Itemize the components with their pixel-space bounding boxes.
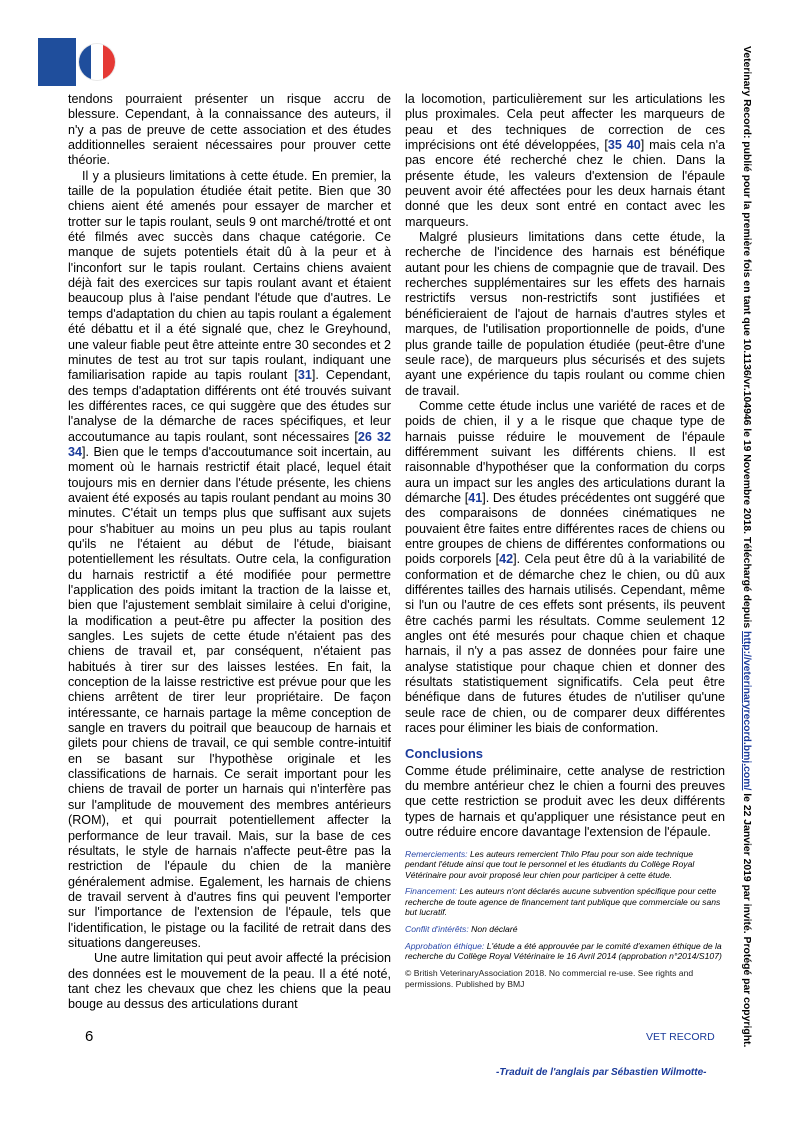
- left-column: [68, 92, 391, 1013]
- copyright-note: © British VeterinaryAssociation 2018. No commercial re-use. See rights and permissions. Published by BMJ: [405, 967, 694, 989]
- journal-name: VET RECORD: [646, 1031, 715, 1043]
- reference-link[interactable]: 35 40: [607, 138, 641, 153]
- acknowledgements-note: Remerciements: Les auteurs remercient Thilo Pfau pour son aide technique pendant l'étude ainsi que tout le personnel et les étudiants du Collège Royal Vétérinaire pour avoir proposé leur chien pour participer à cette étude.: [405, 848, 695, 880]
- page-number: 6: [85, 1028, 94, 1045]
- ethics-note: Approbation éthique: L'étude a été approuvée par le comité d'examen éthique de la recherche du Collège Royal Vétérinaire le 16 Avril 2014 (approbation n°2014/S107): [405, 940, 722, 962]
- french-flag-icon: [79, 44, 115, 80]
- paragraph: Comme cette étude inclus une variété de races et de poids de chien, il y a le risque que chaque type de harnais puisse réduire le mouvement de l'épaule différemment suivant les différents chiens. Il est raisonnable d'hypothéser que la conformation du corps aura un impact sur les angles des articulations durant la démarche [41]. Des études précédentes ont suggéré que des comparaisons de données cinématiques ne pouvaient être faites entre différentes races de chiens ou entre groupes de chiens de différentes conformations ou poids corporels [42]. Cela peut être dû à la variabilité de conformation et de démarche chez le chien, ou dû aux différentes tailles des harnais utilisés. Cependant, même si l'un ou l'autre de ces effets sont présents, ils peuvent être cachés parmi les résultats. Comme seulement 12 angles ont été mesurés pour chaque chien et chaque harnais, il n'y a pas assez de données pour faire une analyse statistique pour chaque chien et donner des résultats statistiquement significatifs. Cela peut être bénéfique dans de futures études de n'utiliser qu'une seule race de chien, ou de comparer deux différentes races pour éliminer les biais de conformation.: [405, 398, 726, 736]
- paragraph: la locomotion, particulièrement sur les articulations les plus proximales. Cela peut affecter les marqueurs de peau et des techniques de correction de ces imprécisions ont été développées, [35 40] mais cela n'a pas encore été recherché chez le chien. Dans la présente étude, les valeurs d'extension de l'épaule peuvent avoir été affectées pour les deux harnais étant donné que les deux sont entré en contact avec les marqueurs.: [405, 92, 726, 229]
- blue-corner-block: [38, 38, 76, 86]
- reference-link[interactable]: 26 32 34: [68, 429, 391, 459]
- right-column: [405, 92, 725, 996]
- article-notes: [405, 849, 725, 990]
- translator-credit: -Traduit de l'anglais par Sébastien Wilmotte-: [496, 1067, 707, 1078]
- conflict-note: Conflit d'intérêts: Non déclaré: [405, 924, 518, 935]
- paragraph: Une autre limitation qui peut avoir affecté la précision des données est le mouvement de la peau. Il a été noté, tant chez les chevaux que chez les chiens que la peau bouge au dessus des articulations durant: [68, 951, 391, 1012]
- reference-link[interactable]: 31: [297, 368, 312, 383]
- journal-url-link[interactable]: http://veterinaryrecord.bmj.com/: [741, 631, 752, 791]
- reference-link[interactable]: 41: [468, 490, 483, 505]
- paragraph: Malgré plusieurs limitations dans cette étude, la recherche de l'incidence des harnais est bénéfique autant pour les chiens de compagnie que de travail. Des recherches supplémentaires sur les effets des harnais restrictifs versus non-restrictifs sont justifiées et bénéficieraient de l'ajout de harnais d'autres styles et marques, de l'utilisation proportionnelle de poids, d'une plus grande taille de population étudiée (peut-être d'une seule race), de marqueurs plus sécurisés et des sujets ayant une expérience du tapis roulant ou comme chien de travail.: [405, 230, 725, 398]
- reference-link[interactable]: 42: [499, 552, 514, 567]
- funding-note: Financement: Les auteurs n'ont déclarés aucune subvention spécifique pour cette recherche de toute agence de financement tant publique que commerciale ou sans but lucratif.: [405, 886, 721, 918]
- paragraph: tendons pourraient présenter un risque accru de blessure. Cependant, à la connaissance des auteurs, il n'y a pas de preuve de cette association et des études additionnelles seraient nécessaires pour prouver cette théorie.: [68, 92, 391, 168]
- conclusions-heading: Conclusions: [405, 746, 484, 762]
- conclusions-text: Comme étude préliminaire, cette analyse de restriction du membre antérieur chez le chien a fourni des preuves que cette restriction se produit avec les deux différents types de harnais et qu'appliquer une résistance peut en outre réduire encore davantage l'extension de l'épaule.: [405, 763, 725, 840]
- paragraph-limitations: Il y a plusieurs limitations à cette étude. En premier, la taille de la population étudiée était petite. Bien que 30 chiens aient été amenés pour essayer de marcher et trotter sur le tapis roulant, seuls 9 ont marché/trotté et ont été filmés avec succès dans chaque catégorie. Ce manque de sujets potentiels était dû à la peur et à l'inconfort sur le tapis roulant. Certains chiens avaient déjà fait des exercices sur tapis roulant avant et étaient beaucoup plus à l'aise pendant l'étude que d'autres. Le temps d'adaptation du chien au tapis roulant a également été débattu et il a été signalé que, chez le Greyhound, une valeur fiable peut être atteinte entre 30 secondes et 2 minutes de test au trot sur tapis roulant, indiquant une familiarisation rapide au tapis roulant [31]. Cependant, des temps d'adaptation différents ont été trouvés suivant les différentes races, ce qui suggère que des études sur l'analyse de la démarche de races spécifiques, et leur accoutumance au tapis roulant, sont nécessaires [26 32 34]. Bien que le temps d'accoutumance soit incertain, au moment où le harnais restrictif était placé, lequel était toujours mis en dernier dans l'étude présente, les chiens avaient été exposés au tapis roulant pendant au moins 30 minutes. C'était un temps plus que suffisant aux sujets pour s'habituer au moins un peu plus au tapis roulant qu'ils ne l'étaient au début de l'étude, biaisant potentiellement les résultats. Outre cela, la configuration du harnais restrictif a été modifiée pour permettre l'application des poids imitant la traction de la laisse et, bien que l'ajustement semblait similaire à celui d'origine, la modification a peut-être pu affecter la position des sangles. Les sujets de cette étude n'étaient pas des chiens de travail et, par conséquent, n'étaient pas habitués à tirer sur des laisses lestées. En fait, la conception de la laisse restrictive est prévue pour que les chiens arrêtent de tirer leur propriétaire. De façon intéressante, ce harnais partage la même conception de sangle en travers du poitrail que beaucoup de harnais et gilets pour chiens de travail, ce qui semble contre-intuitif en se basant sur l'hypothèse originale et les classifications de harnais. Ce serait important pour les chiens de travail de porter un harnais qui n'interfère pas sur l'amplitude de mouvement des membres antérieurs (ROM), et qui pourrait potentiellement affecter la performance de leur travail. Mais, sur la base de ces résultats, le style de harnais n'affecte peut-être pas la restriction de l'épaule du chien de la manière généralement admise. Egalement, les harnais de chiens de travail servent à d'autres fins qui peuvent l'emporter sur l'importance de l'extension de l'épaule, tels que l'identification, le pistage ou la facilité de retrait dans des situations dangereuses.: [68, 168, 392, 950]
- vertical-publication-note: Veterinary Record: publié pour la première fois en tant que 10.1136/vr.104946 le 19 Novembre 2018. Téléchargé depuis http://veterinaryrecord.bmj.com/ le 22 Janvier 2019 par invité. Protégé par copyright.: [741, 46, 752, 1048]
